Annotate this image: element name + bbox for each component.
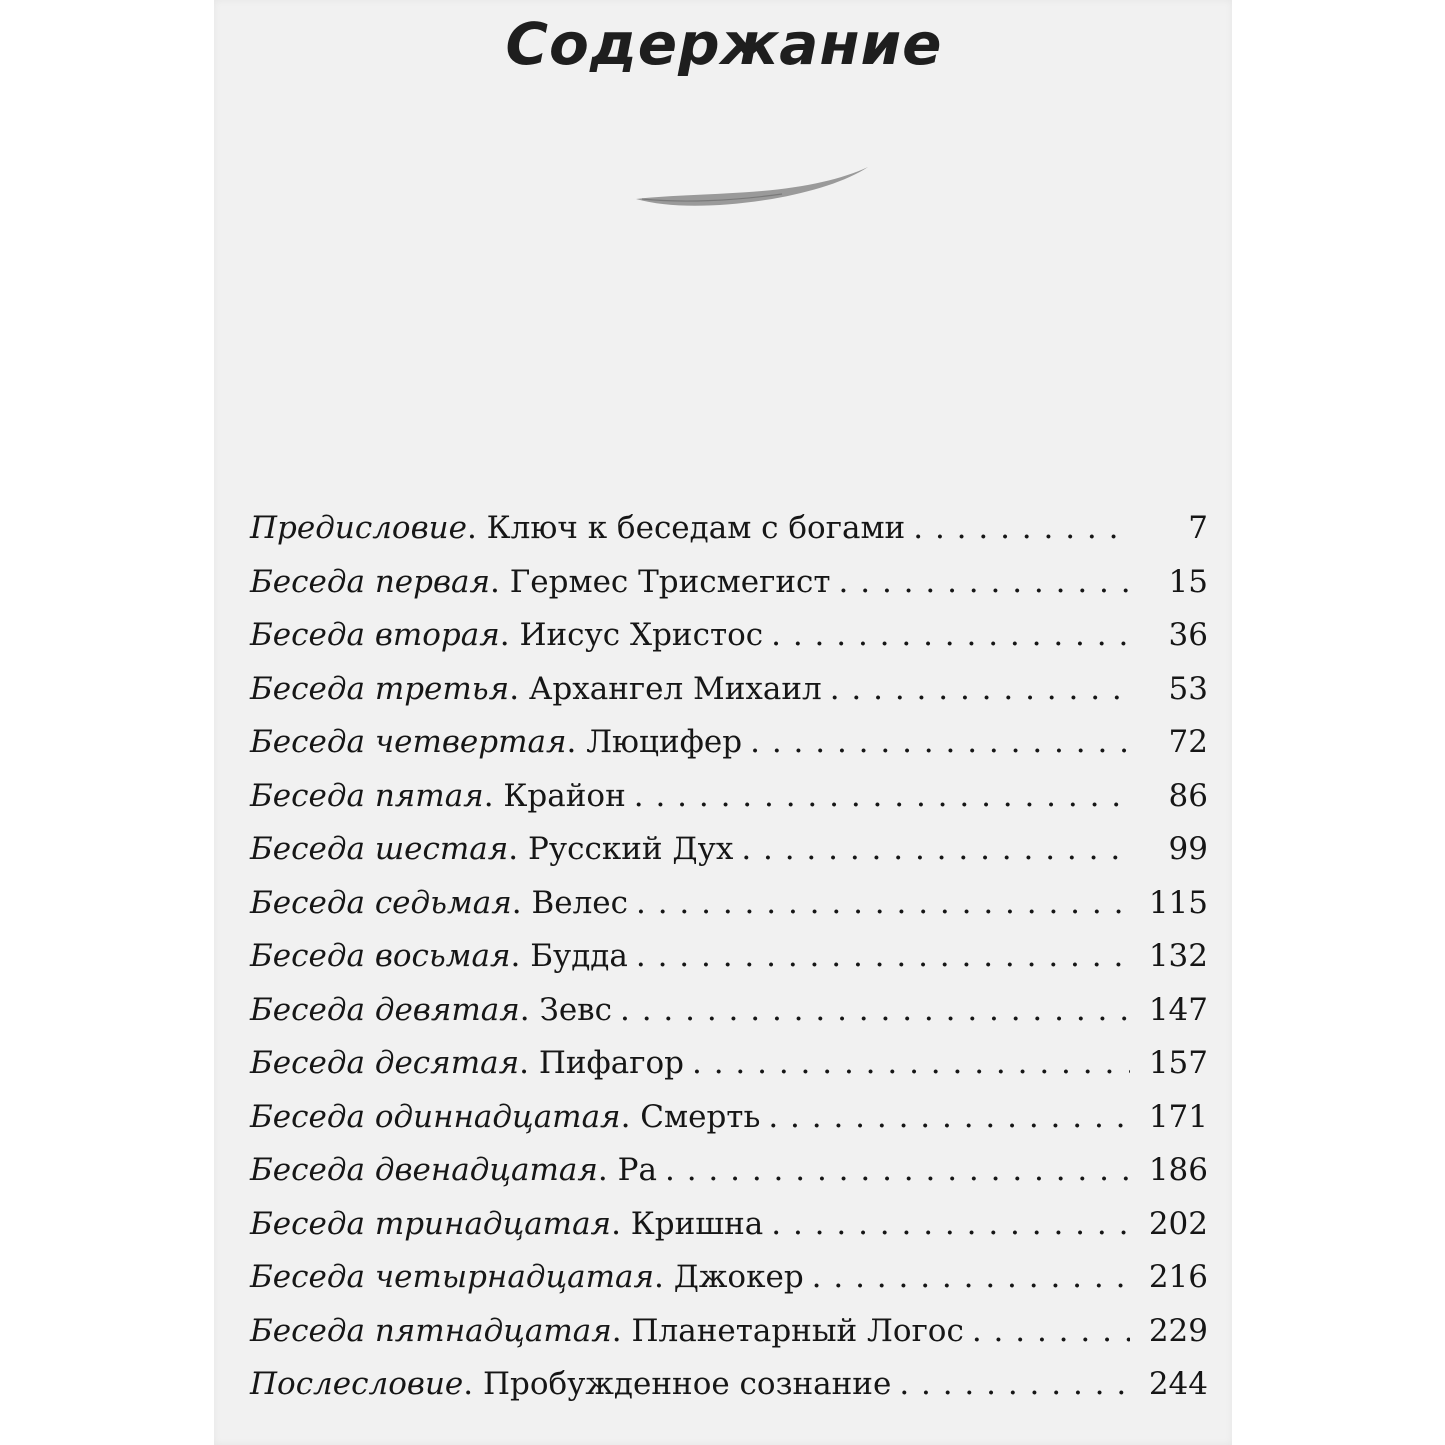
toc-page-number: 216 [1148, 1259, 1208, 1295]
toc-entry-section: Беседа пятнадцатая [250, 1312, 612, 1349]
toc-entry-title: . Ключ к беседам с богами [466, 510, 906, 546]
toc-leader-dots [812, 1259, 1130, 1295]
toc-entry-label [250, 831, 733, 867]
toc-page-number: 132 [1148, 938, 1208, 974]
toc-entry-section: Беседа седьмая [250, 884, 512, 921]
toc-entry-section: Беседа шестая [250, 831, 509, 867]
toc-entry [250, 1313, 1208, 1367]
toc-entry-section: Беседа одиннадцатая [250, 1098, 621, 1135]
toc-entry-title: . Гермес Трисмегист [490, 563, 831, 600]
toc-entry-label [250, 510, 905, 546]
toc-entry-title: . Пифагор [519, 1045, 685, 1081]
toc-page-number: 186 [1148, 1152, 1208, 1188]
page-title: Содержание [505, 10, 943, 78]
toc-page-number: 7 [1188, 510, 1208, 546]
toc-leader-dots [741, 831, 1130, 867]
toc-entry-label [250, 564, 831, 600]
toc-entry-label [250, 1152, 657, 1188]
toc-entry [250, 1259, 1208, 1313]
toc-leader-dots [636, 938, 1130, 974]
toc-entry-title: . Крайон [483, 777, 626, 814]
toc-entry-title: . Планетарный Логос [611, 1312, 964, 1349]
toc-entry-title: . Архангел Михаил [509, 670, 822, 707]
toc-page-number: 157 [1148, 1045, 1208, 1081]
toc-leader-dots [899, 1366, 1130, 1402]
toc-entry-section: Беседа десятая [250, 1045, 520, 1081]
toc-entry [250, 1099, 1208, 1153]
toc-entry-label [250, 671, 822, 707]
toc-entry-section: Беседа тринадцатая [250, 1205, 612, 1242]
toc-entry-title: . Русский Дух [508, 831, 734, 867]
toc-page-number: 99 [1168, 831, 1208, 867]
toc-entry [250, 724, 1208, 778]
toc-leader-dots [771, 1206, 1130, 1242]
toc-page-number: 86 [1168, 777, 1208, 814]
toc-entry [250, 1206, 1208, 1260]
toc-entry [250, 671, 1208, 725]
toc-leader-dots [750, 724, 1130, 760]
toc-entry-title: . Джокер [654, 1259, 804, 1295]
toc-entry-label [250, 1206, 763, 1242]
toc-entry [250, 885, 1208, 939]
toc-entry-label [250, 885, 628, 921]
toc-entry-label [250, 617, 763, 653]
toc-leader-dots [913, 510, 1130, 546]
toc-entry [250, 564, 1208, 618]
toc-entry-label [250, 1366, 891, 1402]
toc-entry-label [250, 1259, 804, 1295]
toc-page-number: 72 [1168, 724, 1208, 760]
toc-leader-dots [839, 564, 1130, 600]
toc-entry-title: . Кришна [611, 1205, 764, 1242]
toc-page-number: 115 [1148, 884, 1208, 921]
toc-leader-dots [768, 1099, 1130, 1135]
toc-entry-title: . Будда [510, 938, 628, 974]
toc-entry-title: . Иисус Христос [499, 617, 764, 653]
toc-entry-title: . Зевс [519, 991, 612, 1028]
toc-entry-title: . Велес [511, 884, 629, 921]
toc-entry-title: . Ра [597, 1152, 657, 1188]
toc-entry-label [250, 778, 626, 814]
toc-entry-label [250, 1045, 684, 1081]
toc-leader-dots [634, 778, 1130, 814]
toc-page-number: 15 [1168, 563, 1208, 600]
toc-entry [250, 778, 1208, 832]
toc-entry-section: Беседа девятая [250, 991, 520, 1028]
toc-leader-dots [636, 885, 1130, 921]
toc-leader-dots [620, 992, 1130, 1028]
toc-entry [250, 992, 1208, 1046]
toc-entry [250, 1366, 1208, 1420]
toc-entry [250, 510, 1208, 564]
toc-page-number: 244 [1148, 1366, 1208, 1402]
toc-entry-label [250, 1099, 760, 1135]
toc-leader-dots [692, 1045, 1130, 1081]
leaf-ornament-icon [632, 165, 872, 215]
toc-entry [250, 1152, 1208, 1206]
toc-entry [250, 1045, 1208, 1099]
toc-entry-title: . Пробужденное сознание [463, 1366, 892, 1402]
toc-entry-label [250, 724, 742, 760]
toc-entry-section: Послесловие [250, 1366, 464, 1402]
toc-leader-dots [665, 1152, 1130, 1188]
table-of-contents [250, 510, 1208, 1420]
toc-leader-dots [972, 1313, 1130, 1349]
toc-entry [250, 938, 1208, 992]
toc-entry [250, 617, 1208, 671]
toc-entry-section: Беседа третья [250, 670, 510, 707]
toc-entry-label [250, 938, 628, 974]
toc-entry [250, 831, 1208, 885]
toc-page-number: 147 [1148, 991, 1208, 1028]
toc-entry-section: Беседа первая [250, 563, 491, 600]
toc-page-number: 36 [1168, 617, 1208, 653]
toc-entry-label [250, 992, 612, 1028]
toc-leader-dots [771, 617, 1130, 653]
toc-entry-section: Предисловие [250, 510, 467, 546]
toc-entry-section: Беседа пятая [250, 777, 484, 814]
toc-entry-title: . Смерть [620, 1098, 761, 1135]
toc-page-number: 53 [1168, 670, 1208, 707]
toc-leader-dots [830, 671, 1130, 707]
toc-page-number: 202 [1148, 1205, 1208, 1242]
toc-entry-section: Беседа четырнадцатая [250, 1259, 654, 1295]
toc-page-number: 229 [1148, 1312, 1208, 1349]
toc-entry-section: Беседа четвертая [250, 724, 567, 760]
toc-entry-title: . Люцифер [566, 724, 743, 760]
toc-entry-section: Беседа двенадцатая [250, 1152, 598, 1188]
toc-entry-section: Беседа вторая [250, 617, 500, 653]
toc-entry-label [250, 1313, 964, 1349]
book-page [214, 0, 1232, 1445]
toc-page-number: 171 [1148, 1098, 1208, 1135]
toc-entry-section: Беседа восьмая [250, 938, 511, 974]
